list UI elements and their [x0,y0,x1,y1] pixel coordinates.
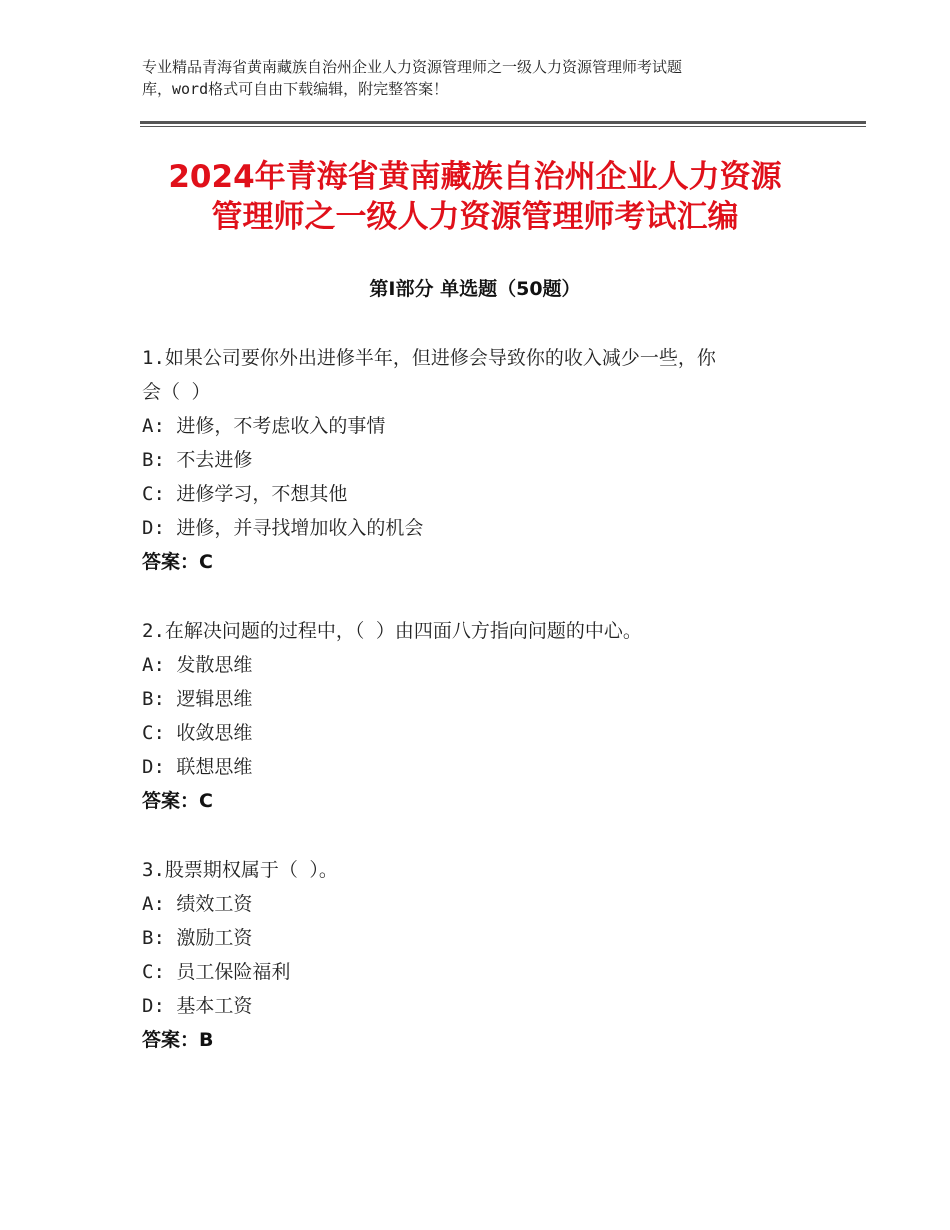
header-divider-thin [140,126,866,127]
header-note-line-1: 专业精品青海省黄南藏族自治州企业人力资源管理师之一级人力资源管理师考试题 [142,58,683,76]
option-d: D: 基本工资 [142,995,253,1017]
document-title [100,157,850,237]
header-note [142,56,832,100]
option-b: B: 逻辑思维 [142,688,253,710]
option-b: B: 激励工资 [142,927,253,949]
option-c: C: 进修学习，不想其他 [142,483,348,505]
question-2 [142,614,822,818]
document-title-line-1: 2024年青海省黄南藏族自治州企业人力资源 [168,159,782,195]
section-title: 第Ⅰ部分 单选题（50题） [369,278,581,300]
question-stem-line: 2.在解决问题的过程中，（ ）由四面八方指向问题的中心。 [142,620,642,642]
option-a: A: 绩效工资 [142,893,253,915]
answer: 答案：B [142,1029,214,1051]
question-stem-line: 会（ ） [142,381,211,403]
option-d: D: 联想思维 [142,756,253,778]
header-divider-thick [140,121,866,124]
header-note-line-2: 库，word格式可自由下载编辑，附完整答案！ [142,80,449,98]
answer: 答案：C [142,790,213,812]
question-stem-line: 1.如果公司要你外出进修半年，但进修会导致你的收入减少一些，你 [142,347,716,369]
question-1 [142,341,822,579]
option-c: C: 收敛思维 [142,722,253,744]
answer: 答案：C [142,551,213,573]
document-title-line-2: 管理师之一级人力资源管理师考试汇编 [211,199,739,235]
option-c: C: 员工保险福利 [142,961,291,983]
option-a: A: 进修，不考虑收入的事情 [142,415,386,437]
option-d: D: 进修，并寻找增加收入的机会 [142,517,424,539]
question-stem-line: 3.股票期权属于（ ）。 [142,859,338,881]
option-b: B: 不去进修 [142,449,253,471]
question-3 [142,853,822,1057]
option-a: A: 发散思维 [142,654,253,676]
